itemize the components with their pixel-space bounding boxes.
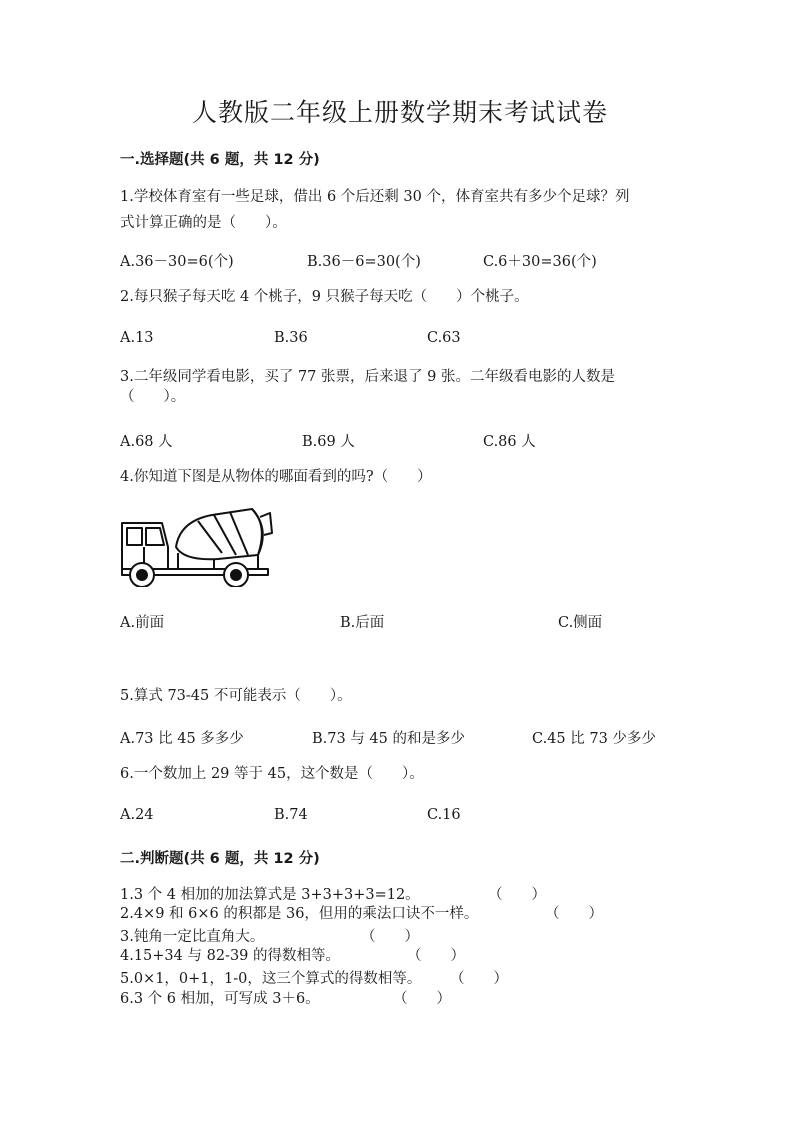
question-6-option-a: A.24 (120, 807, 154, 823)
true-false-blank-4: （ ） (407, 948, 465, 964)
question-3-line-2: （ ）。 (120, 389, 186, 405)
question-6-option-b: B.74 (274, 807, 308, 823)
question-1-option-b: B.36－6=30(个) (307, 254, 421, 270)
question-3-option-c: C.86 人 (483, 434, 536, 450)
question-5-option-a: A.73 比 45 多多少 (120, 731, 244, 747)
question-4-text: 4.你知道下图是从物体的哪面看到的吗?（ ） (120, 469, 432, 485)
question-2-option-c: C.63 (427, 330, 461, 346)
question-2-text: 2.每只猴子每天吃 4 个桃子，9 只猴子每天吃（ ）个桃子。 (120, 289, 529, 305)
true-false-item-4: 4.15+34 与 82-39 的得数相等。 (120, 948, 341, 964)
question-5-option-c: C.45 比 73 少多少 (532, 731, 656, 747)
question-2-option-a: A.13 (120, 330, 154, 346)
section-heading-true-false: 二.判断题(共 6 题，共 12 分) (120, 851, 320, 867)
question-4-option-c: C.侧面 (558, 615, 603, 631)
true-false-blank-6: （ ） (393, 991, 451, 1007)
question-1-line-2: 式计算正确的是（ ）。 (120, 215, 287, 231)
true-false-blank-1: （ ） (488, 887, 546, 903)
true-false-item-2: 2.4×9 和 6×6 的积都是 36，但用的乘法口诀不一样。 (120, 906, 479, 922)
question-5-text: 5.算式 73-45 不可能表示（ ）。 (120, 688, 352, 704)
true-false-blank-3: （ ） (361, 929, 419, 945)
section-heading-choice: 一.选择题(共 6 题，共 12 分) (120, 152, 320, 168)
question-4-option-a: A.前面 (120, 615, 165, 631)
question-1-option-a: A.36－30=6(个) (120, 254, 234, 270)
true-false-item-5: 5.0×1，0+1，1-0，这三个算式的得数相等。 (120, 971, 422, 987)
question-1-line-1: 1.学校体育室有一些足球，借出 6 个后还剩 30 个，体育室共有多少个足球？列 (120, 189, 630, 205)
question-2-option-b: B.36 (274, 330, 308, 346)
true-false-blank-5: （ ） (450, 971, 508, 987)
true-false-item-3: 3.钝角一定比直角大。 (120, 929, 265, 945)
page-title: 人教版二年级上册数学期末考试试卷 (191, 98, 608, 127)
question-3-line-1: 3.二年级同学看电影，买了 77 张票，后来退了 9 张。二年级看电影的人数是 (120, 369, 615, 385)
question-3-option-a: A.68 人 (120, 434, 173, 450)
question-5-option-b: B.73 与 45 的和是多少 (312, 731, 465, 747)
question-4-option-b: B.后面 (340, 615, 385, 631)
question-6-text: 6.一个数加上 29 等于 45，这个数是（ ）。 (120, 766, 424, 782)
true-false-item-1: 1.3 个 4 相加的加法算式是 3+3+3+3=12。 (120, 887, 420, 903)
question-6-option-c: C.16 (427, 807, 461, 823)
question-3-option-b: B.69 人 (302, 434, 355, 450)
true-false-blank-2: （ ） (545, 906, 603, 922)
cement-mixer-truck-figure (118, 503, 274, 587)
true-false-item-6: 6.3 个 6 相加，可写成 3＋6。 (120, 991, 320, 1007)
question-1-option-c: C.6＋30=36(个) (483, 254, 597, 270)
